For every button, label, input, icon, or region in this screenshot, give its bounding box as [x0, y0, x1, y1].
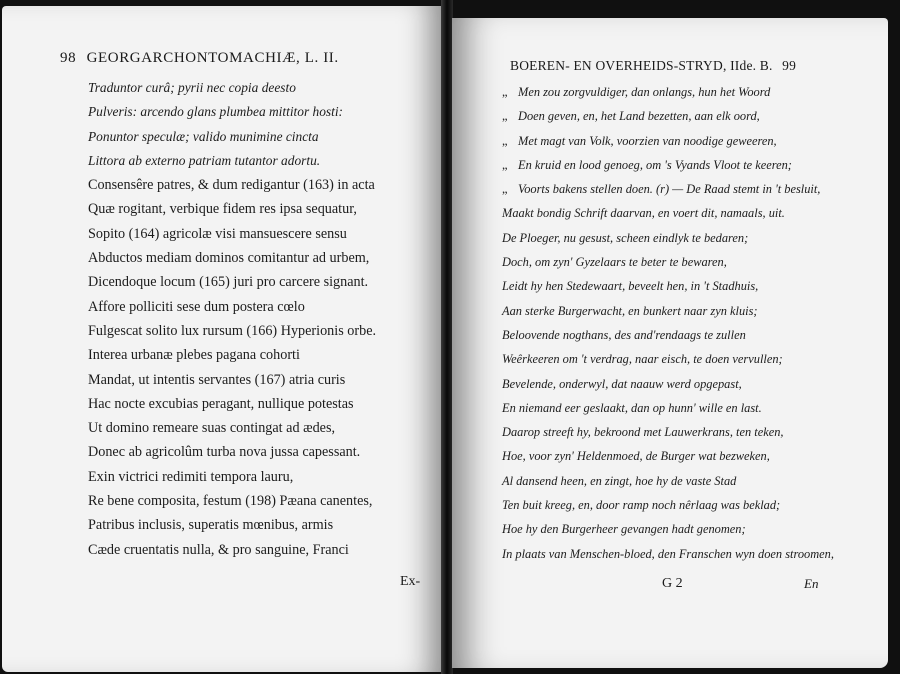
verse-text: En kruid en lood genoeg, om 's Vyands Vloot te keeren; [518, 157, 792, 172]
verse-line: Ut domino remeare suas contingat ad ædes, [88, 420, 336, 437]
verse-line [502, 177, 834, 201]
left-page [2, 6, 443, 672]
verse-line: Mandat, ut intentis servantes (167) atria curis [88, 371, 346, 388]
verse-line [502, 104, 834, 128]
left-page-number: 98 [60, 50, 77, 66]
verse-line: Sopito (164) agricolæ visi mansuescere sensu [88, 225, 347, 242]
verse-line: Ten buit kreeg, en, door ramp noch nêrlaag was beklad; [502, 498, 781, 513]
left-running-title: GEORGARCHONTOMACHIÆ, L. II. [86, 50, 339, 66]
verse-line: Fulgescat solito lux rursum (166) Hyperionis orbe. [88, 322, 377, 339]
signature-mark: G 2 [662, 576, 683, 591]
verse-line: Leidt hy hen Stedewaart, beveelt hen, in 't Stadhuis, [502, 279, 759, 294]
verse-line: Exin victrici redimiti tempora lauru, [88, 468, 294, 485]
verse-text: Voorts bakens stellen doen. (r) — De Raad stemt in 't besluit, [518, 182, 821, 197]
verse-line: Consensêre patres, & dum redigantur (163) in acta [88, 177, 375, 194]
verse-line: Bevelende, onderwyl, dat naauw werd opgepast, [502, 376, 742, 391]
verse-line: Traduntor curâ; pyrii nec copia deesto [88, 80, 296, 95]
verse-line [502, 153, 834, 177]
verse-line: Weêrkeeren om 't verdrag, naar eisch, te doen vervullen; [502, 352, 783, 367]
verse-line: Patribus inclusis, superatis mœnibus, armis [88, 517, 334, 534]
verse-line: Maakt bondig Schrift daarvan, en voert dit, namaals, uit. [502, 206, 785, 221]
verse-line: Affore polliciti sese dum postera cœlo [88, 298, 305, 315]
right-catchword: En [804, 576, 819, 591]
verse-line: Re bene composita, festum (198) Pæana canentes, [88, 493, 373, 510]
left-running-head [60, 50, 339, 67]
verse-line: Cæde cruentatis nulla, & pro sanguine, Franci [88, 541, 349, 558]
verse-line: De Ploeger, nu gesust, scheen eindlyk te bedaren; [502, 230, 749, 245]
verse-line: Hoe, voor zyn' Heldenmoed, de Burger wat bezweken, [502, 449, 770, 464]
left-catchword: Ex- [400, 574, 421, 589]
right-page-number: 99 [782, 58, 797, 73]
verse-text: Men zou zorgvuldiger, dan onlangs, hun het Woord [518, 85, 771, 99]
verse-line: En niemand eer geslaakt, dan op hunn' wille en last. [502, 400, 762, 415]
right-page [452, 18, 888, 668]
right-running-title: BOEREN- EN OVERHEIDS-STRYD, IIde. B. [510, 58, 773, 73]
verse-line: Aan sterke Burgerwacht, en bunkert naar zyn kluis; [502, 303, 758, 318]
verse-line: Littora ab externo patriam tutantor adortu. [88, 152, 321, 168]
verse-line: Beloovende nogthans, des and'rendaags te zullen [502, 327, 746, 342]
left-verse-block [88, 76, 376, 562]
verse-line: Dicendoque locum (165) juri pro carcere signant. [88, 274, 369, 291]
quote-mark: „ [502, 133, 508, 148]
verse-line: Al dansend heen, en zingt, hoe hy de vaste Stad [502, 473, 737, 488]
right-running-head [510, 58, 796, 74]
verse-text: Met magt van Volk, voorzien van noodige geweeren, [518, 133, 777, 148]
verse-line [502, 129, 834, 153]
verse-line: Interea urbanæ plebes pagana cohorti [88, 347, 300, 364]
verse-line: Hac nocte excubias peragant, nullique potestas [88, 395, 354, 412]
verse-text: Doen geven, en, het Land bezetten, aan elk oord, [518, 109, 760, 124]
quote-mark: „ [502, 182, 508, 197]
verse-line: Doch, om zyn' Gyzelaars te beter te bewaren, [502, 255, 727, 270]
verse-line: Ponuntor speculæ; valido munimine cincta [88, 128, 319, 144]
verse-line: Hoe hy den Burgerheer gevangen hadt genomen; [502, 522, 746, 537]
quote-mark: „ [502, 157, 508, 172]
verse-line: Daarop streeft hy, bekroond met Lauwerkrans, ten teken, [502, 425, 784, 440]
quote-mark: „ [502, 109, 508, 124]
quote-mark: „ [502, 85, 508, 99]
verse-line: Pulveris: arcendo glans plumbea mittitor hosti: [88, 104, 344, 120]
verse-line: Abductos mediam dominos comitantur ad urbem, [88, 250, 370, 267]
verse-line: Donec ab agricolûm turba nova jussa capessant. [88, 444, 361, 461]
verse-line: In plaats van Menschen-bloed, den Franschen wyn doen stroomen, [502, 546, 834, 561]
right-verse-block [502, 80, 834, 566]
verse-line [502, 80, 834, 104]
verse-line: Quæ rogitant, verbique fidem res ipsa sequatur, [88, 201, 357, 218]
